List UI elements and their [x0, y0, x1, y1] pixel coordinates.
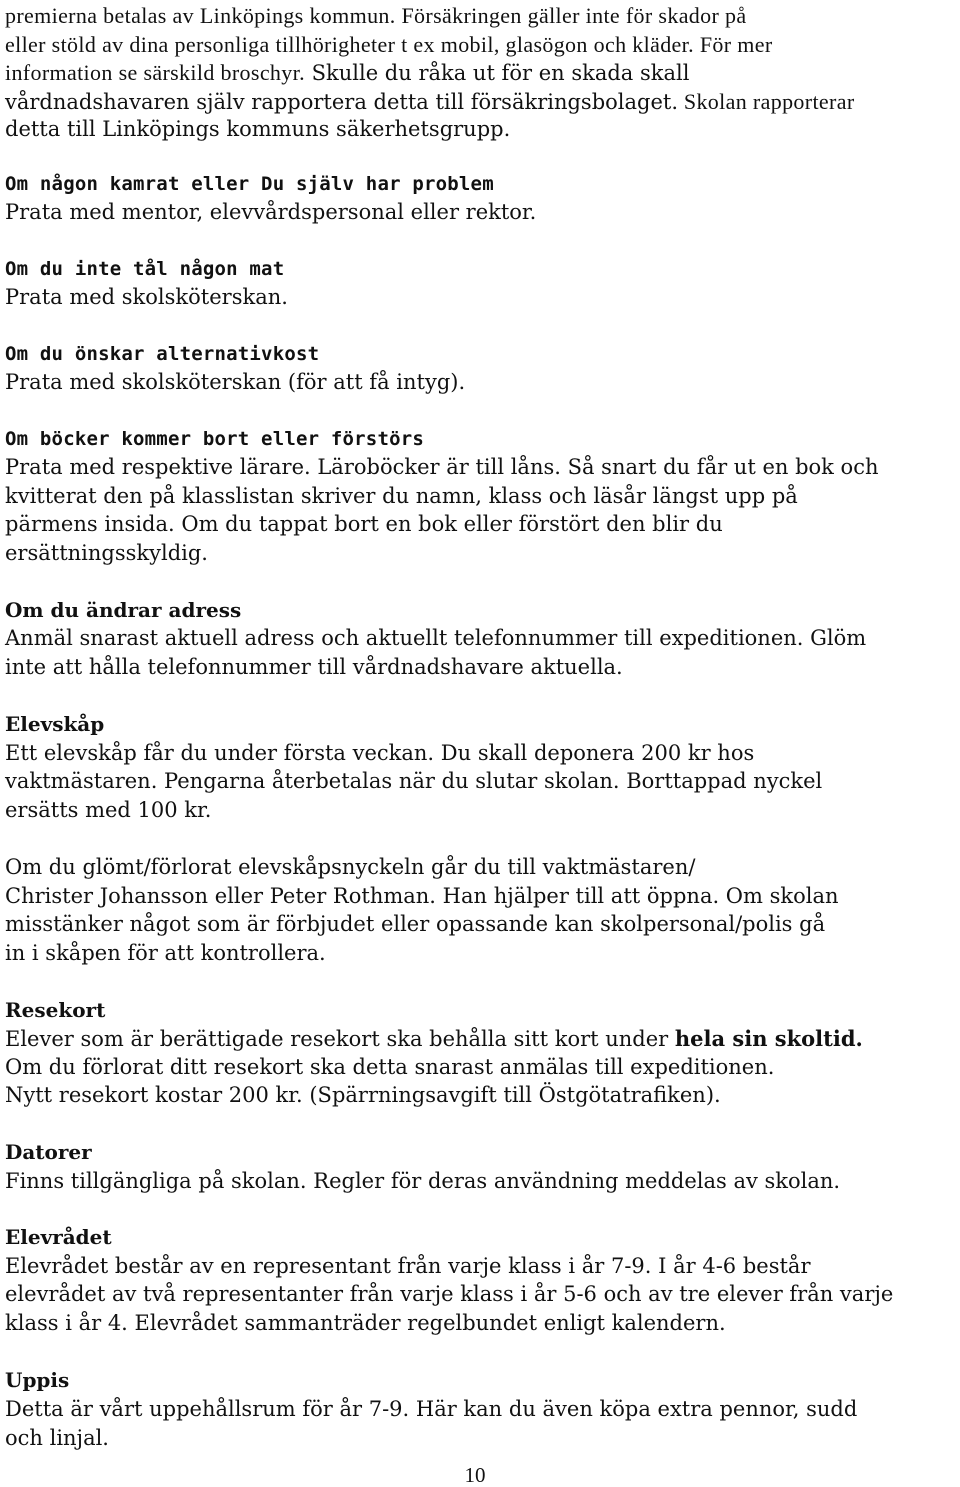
address-line-2: inte att hålla telefonnummer till vårdnadshavare aktuella.	[5, 655, 623, 679]
travelcard-line-3: Nytt resekort kostar 200 kr. (Spärrningsavgift till Östgötatrafiken).	[5, 1083, 721, 1107]
locker-line-1: Ett elevskåp får du under första veckan. Du skall deponera 200 kr hos	[5, 741, 755, 765]
council-line-3: klass i år 4. Elevrådet sammanträder regelbundet enligt kalendern.	[5, 1311, 726, 1335]
problem-text: Prata med mentor, elevvårdspersonal eller rektor.	[5, 200, 537, 224]
locker-line-7: in i skåpen för att kontrollera.	[5, 941, 326, 965]
altfood-text: Prata med skolsköterskan (för att få intyg).	[5, 370, 466, 394]
altfood-heading: Om du önskar alternativkost	[5, 343, 320, 365]
intro-line-5: detta till Linköpings kommuns säkerhetsgrupp.	[5, 117, 511, 141]
books-line-2: kvitterat den på klasslistan skriver du namn, klass och läsår längst upp på	[5, 484, 798, 508]
locker-line-3: ersätts med 100 kr.	[5, 798, 212, 822]
books-line-4: ersättningsskyldig.	[5, 541, 208, 565]
intro-line-2: eller stöld av dina personliga tillhörigheter t ex mobil, glasögon och kläder. För mer	[5, 32, 773, 57]
uppis-heading: Uppis	[5, 1368, 70, 1392]
travelcard-line-1	[5, 1024, 863, 1054]
travelcard-line-1a: Elever som är berättigade resekort ska behålla sitt kort under	[5, 1027, 675, 1051]
intro-line-3a: information se särskild broschyr.	[5, 60, 305, 85]
travelcard-heading: Resekort	[5, 998, 106, 1022]
travelcard-emphasis: hela sin skoltid.	[674, 1026, 863, 1051]
books-line-1: Prata med respektive lärare. Läroböcker är till låns. Så snart du får ut en bok och	[5, 455, 879, 479]
page-number: 10	[464, 1463, 486, 1487]
food-heading: Om du inte tål någon mat	[5, 258, 285, 280]
intro-line-1: premierna betalas av Linköpings kommun. Försäkringen gäller inte för skador på	[5, 3, 747, 28]
food-text: Prata med skolsköterskan.	[5, 285, 288, 309]
travelcard-line-2: Om du förlorat ditt resekort ska detta snarast anmälas till expeditionen.	[5, 1055, 775, 1079]
intro-line-4	[5, 87, 855, 117]
address-line-1: Anmäl snarast aktuell adress och aktuellt telefonnummer till expeditionen. Glöm	[5, 626, 867, 650]
books-line-3: pärmens insida. Om du tappat bort en bok eller förstört den blir du	[5, 512, 723, 536]
intro-line-3b: Skulle du råka ut för en skada skall	[304, 61, 690, 85]
council-heading: Elevrådet	[5, 1225, 112, 1249]
computers-text: Finns tillgängliga på skolan. Regler för deras användning meddelas av skolan.	[5, 1169, 841, 1193]
intro-line-4a: vårdnadshavaren själv rapportera detta till försäkringsbolaget.	[5, 90, 679, 114]
uppis-line-1: Detta är vårt uppehållsrum för år 7-9. Här kan du även köpa extra pennor, sudd	[5, 1397, 858, 1421]
council-line-1: Elevrådet består av en representant från varje klass i år 7-9. I år 4-6 består	[5, 1254, 811, 1278]
uppis-line-2: och linjal.	[5, 1426, 109, 1450]
locker-heading: Elevskåp	[5, 712, 105, 736]
locker-line-2: vaktmästaren. Pengarna återbetalas när du slutar skolan. Borttappad nyckel	[5, 769, 823, 793]
books-heading: Om böcker kommer bort eller förstörs	[5, 428, 425, 450]
intro-line-4b: Skolan rapporterar	[678, 89, 855, 114]
problem-heading: Om någon kamrat eller Du själv har problem	[5, 173, 494, 195]
address-heading: Om du ändrar adress	[5, 598, 242, 622]
locker-line-5: Christer Johansson eller Peter Rothman. Han hjälper till att öppna. Om skolan	[5, 884, 839, 908]
council-line-2: elevrådet av två representanter från varje klass i år 5-6 och av tre elever från varje	[5, 1282, 894, 1306]
locker-line-4: Om du glömt/förlorat elevskåpsnyckeln går du till vaktmästaren/	[5, 855, 696, 879]
computers-heading: Datorer	[5, 1140, 92, 1164]
locker-line-6: misstänker något som är förbjudet eller opassande kan skolpersonal/polis gå	[5, 912, 826, 936]
intro-line-3	[5, 58, 689, 88]
